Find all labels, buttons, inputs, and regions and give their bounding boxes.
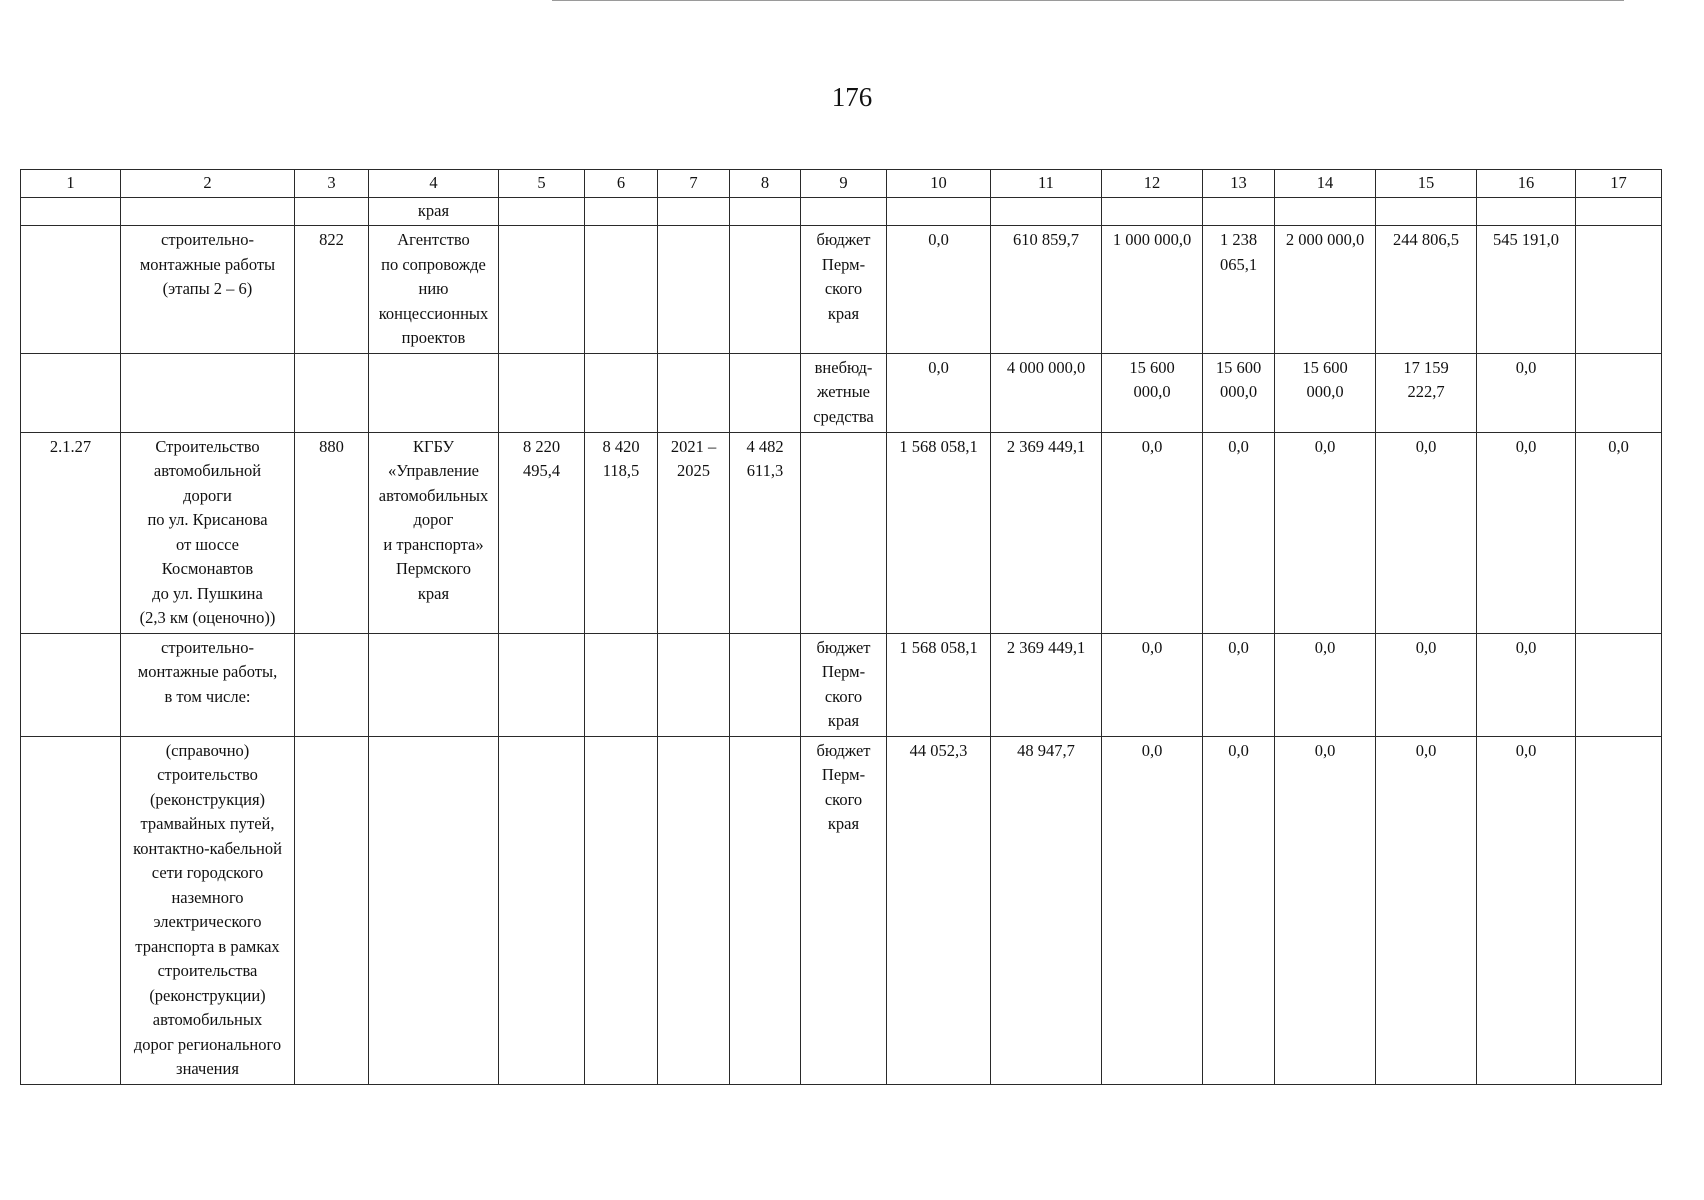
table-cell: 0,0 [1275, 432, 1376, 633]
table-cell: 0,0 [1102, 633, 1203, 736]
table-cell: бюджет Перм- ского края [801, 226, 887, 354]
table-cell [658, 198, 730, 226]
column-number-cell: 1 [21, 170, 121, 198]
column-number-cell: 14 [1275, 170, 1376, 198]
table-cell [658, 226, 730, 354]
table-cell: 8 220 495,4 [499, 432, 585, 633]
table-cell: 2 369 449,1 [991, 432, 1102, 633]
table-cell: 15 600 000,0 [1275, 353, 1376, 432]
table-row-smr-stages [21, 226, 1662, 354]
table-cell [730, 633, 801, 736]
table-cell: 2 000 000,0 [1275, 226, 1376, 354]
column-number-cell: 12 [1102, 170, 1203, 198]
table-cell: 15 600 000,0 [1102, 353, 1203, 432]
table-cell: 0,0 [1576, 432, 1662, 633]
column-number-cell: 5 [499, 170, 585, 198]
table-cell: 1 568 058,1 [887, 633, 991, 736]
table-cell: 15 600 000,0 [1203, 353, 1275, 432]
table-cell: 0,0 [1376, 736, 1477, 1084]
table-cell [1203, 198, 1275, 226]
table-cell: 0,0 [1477, 353, 1576, 432]
table-cell: 0,0 [1275, 633, 1376, 736]
table-cell [1576, 226, 1662, 354]
table-cell [369, 353, 499, 432]
column-number-cell: 9 [801, 170, 887, 198]
table-cell [295, 633, 369, 736]
table-cell: 0,0 [1477, 736, 1576, 1084]
table-cell: 0,0 [1102, 432, 1203, 633]
table-cell [295, 353, 369, 432]
table-cell [1102, 198, 1203, 226]
table-cell [730, 226, 801, 354]
table-cell: 48 947,7 [991, 736, 1102, 1084]
column-number-cell: 6 [585, 170, 658, 198]
table-cell: Строительство автомобильной дороги по ул. Крисанова от шоссе Космонавтов до ул. Пушкина (2,3 км (оценочно)) [121, 432, 295, 633]
table-body [21, 170, 1662, 1085]
table-cell [499, 353, 585, 432]
table-cell: 610 859,7 [991, 226, 1102, 354]
table-cell: 2.1.27 [21, 432, 121, 633]
table-cell [121, 353, 295, 432]
table-cell [499, 736, 585, 1084]
column-number-cell: 15 [1376, 170, 1477, 198]
table-cell: внебюд- жетные средства [801, 353, 887, 432]
column-number-cell: 4 [369, 170, 499, 198]
table-cell [369, 633, 499, 736]
table-cell [730, 198, 801, 226]
column-number-cell: 11 [991, 170, 1102, 198]
column-number-cell: 10 [887, 170, 991, 198]
table-cell: 1 000 000,0 [1102, 226, 1203, 354]
table-cell [585, 633, 658, 736]
table-cell [585, 736, 658, 1084]
table-cell [1576, 736, 1662, 1084]
table-cell [658, 633, 730, 736]
table-cell: бюджет Перм- ского края [801, 633, 887, 736]
table-cell [21, 633, 121, 736]
table-cell [658, 353, 730, 432]
table-cell: 244 806,5 [1376, 226, 1477, 354]
table-cell [21, 353, 121, 432]
column-number-cell: 13 [1203, 170, 1275, 198]
column-number-cell: 16 [1477, 170, 1576, 198]
table-cell: 880 [295, 432, 369, 633]
table-cell: 0,0 [1376, 633, 1477, 736]
table-cell: бюджет Перм- ского края [801, 736, 887, 1084]
table-cell: 0,0 [887, 353, 991, 432]
table-cell [21, 736, 121, 1084]
table-cell: 4 482 611,3 [730, 432, 801, 633]
table-cell [801, 432, 887, 633]
table-cell [1576, 633, 1662, 736]
table-cell: строительно- монтажные работы (этапы 2 – 6) [121, 226, 295, 354]
table-cell [1477, 198, 1576, 226]
table-cell: 822 [295, 226, 369, 354]
page-number: 176 [831, 82, 873, 112]
table-cell: 0,0 [887, 226, 991, 354]
table-cell [499, 198, 585, 226]
table-row-item-2-1-27 [21, 432, 1662, 633]
table-cell: 0,0 [1102, 736, 1203, 1084]
table-cell: 0,0 [1203, 633, 1275, 736]
table-row-spravochno [21, 736, 1662, 1084]
table-cell [887, 198, 991, 226]
table-cell [658, 736, 730, 1084]
table-cell [585, 226, 658, 354]
column-number-cell: 17 [1576, 170, 1662, 198]
table-cell [1275, 198, 1376, 226]
table-cell [499, 633, 585, 736]
column-number-row [21, 170, 1662, 198]
table-row-smr-including [21, 633, 1662, 736]
table-cell [730, 353, 801, 432]
table-cell [121, 198, 295, 226]
table-cell [1576, 198, 1662, 226]
table-cell: 44 052,3 [887, 736, 991, 1084]
table-cell: 1 568 058,1 [887, 432, 991, 633]
table-cell: 0,0 [1203, 432, 1275, 633]
table-cell [585, 198, 658, 226]
table-cell [991, 198, 1102, 226]
table-cell: 4 000 000,0 [991, 353, 1102, 432]
table-cell: 0,0 [1376, 432, 1477, 633]
table-cell: КГБУ «Управление автомобильных дорог и транспорта» Пермского края [369, 432, 499, 633]
table-cell [1576, 353, 1662, 432]
table-cell: 1 238 065,1 [1203, 226, 1275, 354]
table-cell [369, 736, 499, 1084]
table-cell: 0,0 [1477, 432, 1576, 633]
table-cell: 0,0 [1477, 633, 1576, 736]
column-number-cell: 2 [121, 170, 295, 198]
table-cell [730, 736, 801, 1084]
table-row-cont-kraya [21, 198, 1662, 226]
table-cell [295, 736, 369, 1084]
table-cell: 0,0 [1203, 736, 1275, 1084]
column-number-cell: 3 [295, 170, 369, 198]
table-cell [1376, 198, 1477, 226]
financing-table [20, 169, 1662, 1085]
table-cell: 545 191,0 [1477, 226, 1576, 354]
table-cell [295, 198, 369, 226]
table-cell [499, 226, 585, 354]
table-cell: 8 420 118,5 [585, 432, 658, 633]
table-cell: 2 369 449,1 [991, 633, 1102, 736]
column-number-cell: 7 [658, 170, 730, 198]
top-scan-rule [552, 0, 1624, 1]
table-cell: строительно- монтажные работы, в том числе: [121, 633, 295, 736]
table-row-vnebudzhet [21, 353, 1662, 432]
table-cell: края [369, 198, 499, 226]
column-number-cell: 8 [730, 170, 801, 198]
table-cell: Агентство по сопровожде нию концессионных проектов [369, 226, 499, 354]
table-cell: (справочно) строительство (реконструкция) трамвайных путей, контактно-кабельной сети городского наземного электрического транспорта в рамках строительства (реконструкции) автомобильных дорог регионального значения [121, 736, 295, 1084]
table-cell [585, 353, 658, 432]
table-cell [21, 226, 121, 354]
table-cell [801, 198, 887, 226]
table-cell: 17 159 222,7 [1376, 353, 1477, 432]
table-cell [21, 198, 121, 226]
table-cell: 0,0 [1275, 736, 1376, 1084]
table-cell: 2021 – 2025 [658, 432, 730, 633]
